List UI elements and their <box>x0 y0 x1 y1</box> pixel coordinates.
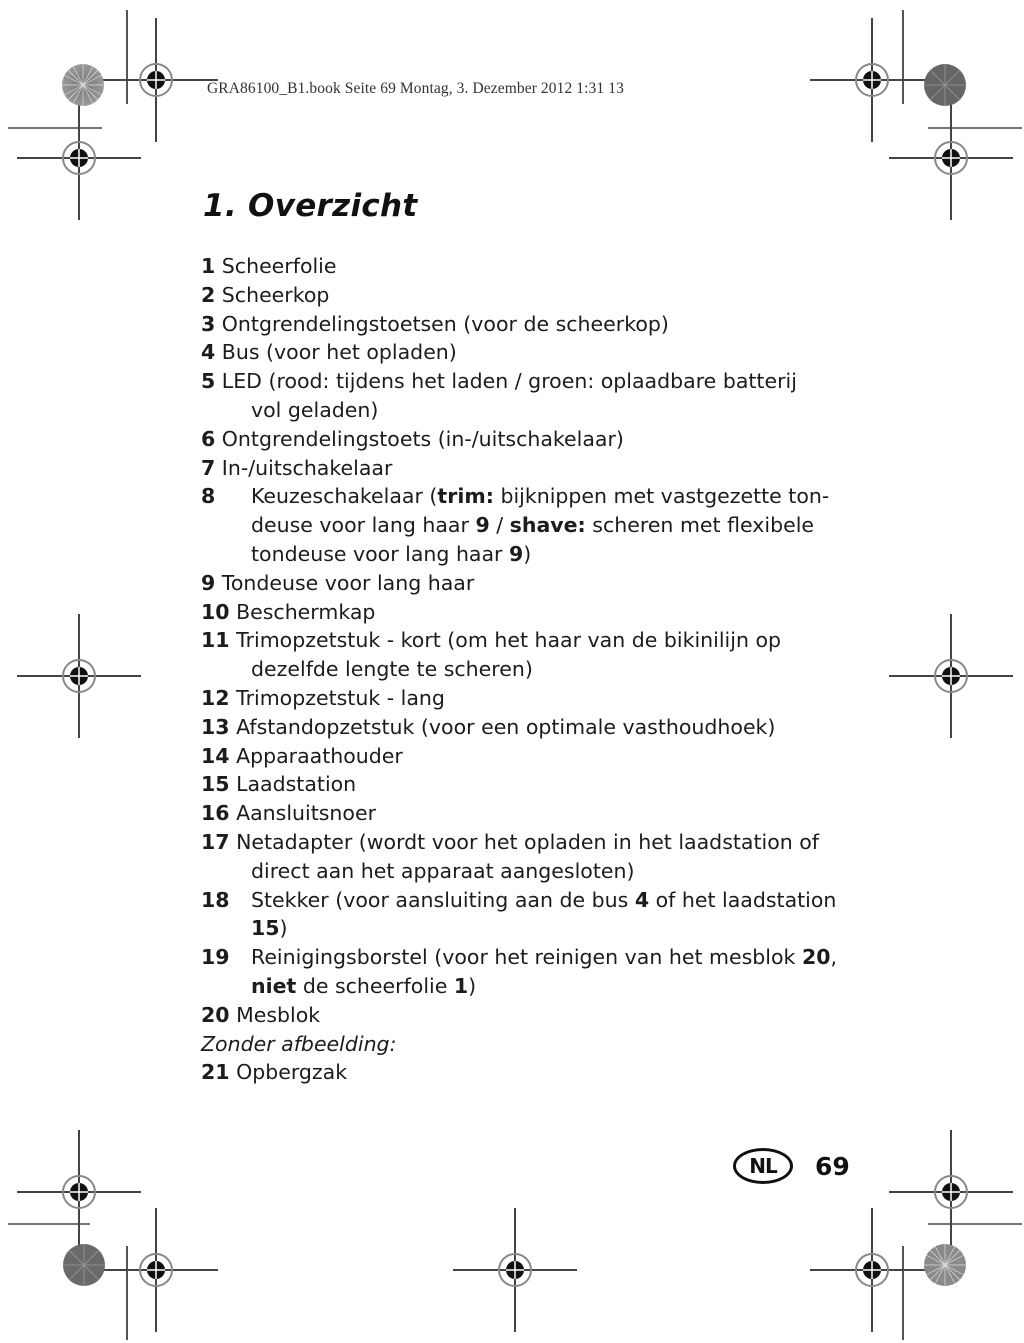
text-run: LED (rood: tijdens het laden / groen: oplaadbare batterij <box>221 369 797 394</box>
list-item-continuation <box>201 540 841 569</box>
item-text <box>215 569 474 598</box>
item-number: 7 <box>201 455 216 480</box>
list-item <box>201 598 841 627</box>
page-number: 69 <box>815 1151 850 1181</box>
item-number: 20 <box>201 1002 230 1027</box>
item-text <box>251 972 476 1001</box>
item-text <box>230 828 820 857</box>
item-text <box>230 684 445 713</box>
bold-reference: 15 <box>251 916 280 941</box>
color-bar-dial-icon <box>61 63 105 107</box>
color-bar-dial-icon <box>923 1243 967 1287</box>
list-item <box>201 943 841 972</box>
item-number: 4 <box>201 340 216 365</box>
text-run: Keuzeschakelaar ( <box>251 484 438 509</box>
bold-reference: trim: <box>437 484 494 509</box>
list-item <box>201 770 841 799</box>
list-item <box>201 626 841 655</box>
item-text <box>251 540 531 569</box>
list-item <box>201 828 841 857</box>
item-text <box>251 482 829 511</box>
item-text <box>230 598 376 627</box>
item-number: 9 <box>201 570 216 595</box>
text-run: Afstandopzetstuk (voor een optimale vasthoudhoek) <box>236 714 776 739</box>
item-text <box>230 713 776 742</box>
bold-reference: niet <box>251 973 297 998</box>
text-run: Stekker (voor aansluiting aan de bus <box>251 887 635 912</box>
bold-reference: 9 <box>475 513 490 538</box>
page-footer <box>733 1148 850 1184</box>
item-number: 15 <box>201 772 230 797</box>
item-text <box>215 425 624 454</box>
parts-overview-list <box>201 252 841 1087</box>
text-run: ) <box>279 916 288 941</box>
text-run: Bus (voor het opladen) <box>221 340 457 365</box>
text-run: Opbergzak <box>236 1060 348 1085</box>
color-bar-dial-icon <box>62 1243 106 1287</box>
item-number: 10 <box>201 599 230 624</box>
text-run: ) <box>523 541 532 566</box>
item-number: 18 <box>201 887 230 912</box>
registration-mark-icon <box>889 96 1013 220</box>
text-run: de scheerfolie <box>296 973 454 998</box>
text-run: ) <box>468 973 477 998</box>
item-number: 17 <box>201 829 230 854</box>
item-text <box>215 454 392 483</box>
print-slug-header: GRA86100_B1.book Seite 69 Montag, 3. Dezember 2012 1:31 13 <box>207 80 624 97</box>
text-run: Scheerfolie <box>221 254 337 278</box>
item-text <box>215 338 457 367</box>
text-run: Reinigingsborstel (voor het reinigen van het mesblok <box>251 945 802 970</box>
bold-reference: 9 <box>509 541 524 566</box>
list-item <box>201 310 841 339</box>
color-bar-dial-icon <box>923 63 967 107</box>
bold-reference: 1 <box>453 973 469 998</box>
list-item <box>201 713 841 742</box>
item-text <box>215 252 336 281</box>
text-run: of het laadstation <box>649 887 837 912</box>
list-item <box>201 1058 841 1087</box>
text-run: bijknippen met vastgezette ton- <box>493 484 830 509</box>
list-item <box>201 367 841 396</box>
text-run: Ontgrendelingstoets (in-/uitschakelaar) <box>221 426 624 451</box>
list-item <box>201 338 841 367</box>
item-text <box>251 511 814 540</box>
list-item <box>201 886 841 944</box>
item-text <box>230 626 781 655</box>
list-item <box>201 684 841 713</box>
bold-reference: shave: <box>509 513 586 538</box>
registration-mark-icon <box>810 1208 934 1332</box>
list-item <box>201 454 841 483</box>
item-number <box>201 540 251 569</box>
item-number: 5 <box>201 369 216 394</box>
text-run: Ontgrendelingstoetsen (voor de scheerkop) <box>221 311 669 336</box>
item-number <box>201 972 251 1001</box>
text-run: / <box>489 513 510 538</box>
item-number <box>201 511 251 540</box>
bold-reference: 4 <box>634 887 650 912</box>
list-item <box>201 252 841 281</box>
text-run: Scheerkop <box>221 282 330 307</box>
text-run: Mesblok <box>236 1002 321 1027</box>
item-text <box>230 742 403 771</box>
item-number: 14 <box>201 743 230 768</box>
list-item-continuation: vol geladen) <box>251 397 379 422</box>
list-item-continuation <box>201 511 841 540</box>
item-text <box>230 799 376 828</box>
text-run: Aansluitsnoer <box>236 801 376 826</box>
item-text <box>251 943 837 972</box>
list-item <box>201 281 841 310</box>
item-text <box>215 310 669 339</box>
text-run: tondeuse voor lang haar <box>251 541 510 566</box>
item-number: 11 <box>201 628 230 653</box>
text-run: In-/uitschakelaar <box>221 455 393 480</box>
item-number: 6 <box>201 426 216 451</box>
list-subheading: Zonder afbeelding: <box>201 1031 397 1056</box>
item-text <box>230 1058 348 1087</box>
item-text <box>230 770 357 799</box>
list-item <box>201 742 841 771</box>
list-item-continuation: direct aan het apparaat aangesloten) <box>251 858 635 883</box>
text-run: Trimopzetstuk - kort (om het haar van de bikinilijn op <box>236 628 782 653</box>
text-run: deuse voor lang haar <box>251 513 476 538</box>
item-text <box>230 1001 321 1030</box>
registration-mark-icon <box>453 1208 577 1332</box>
registration-mark-icon <box>17 96 141 220</box>
text-run: Laadstation <box>236 772 357 797</box>
bold-reference: 20 <box>801 945 831 970</box>
item-number: 13 <box>201 714 230 739</box>
text-run: , <box>830 945 837 970</box>
item-text <box>215 367 797 396</box>
item-number: 12 <box>201 685 230 710</box>
list-item-continuation: dezelfde lengte te scheren) <box>251 657 533 682</box>
section-title: 1. Overzicht <box>203 188 418 224</box>
registration-mark-icon <box>17 614 141 738</box>
item-number: 16 <box>201 801 230 826</box>
text-run: Netadapter (wordt voor het opladen in het laadstation of <box>236 829 820 854</box>
language-badge: NL <box>733 1148 793 1184</box>
text-run: Trimopzetstuk - lang <box>236 685 445 710</box>
item-text <box>215 281 329 310</box>
text-run: Apparaathouder <box>236 743 403 768</box>
list-item <box>201 482 841 511</box>
list-item <box>201 569 841 598</box>
registration-mark-icon <box>889 614 1013 738</box>
item-number: 3 <box>201 311 216 336</box>
text-run: Beschermkap <box>236 599 376 624</box>
item-text <box>251 886 841 944</box>
list-item <box>201 799 841 828</box>
item-number: 2 <box>201 282 216 307</box>
text-run: scheren met flexibele <box>585 513 814 538</box>
list-item-continuation <box>201 972 841 1001</box>
list-item <box>201 1001 841 1030</box>
text-run: Tondeuse voor lang haar <box>221 570 475 595</box>
item-number: 21 <box>201 1060 230 1085</box>
item-number: 19 <box>201 945 230 970</box>
item-number: 8 <box>201 484 216 509</box>
registration-mark-icon <box>94 1208 218 1332</box>
item-number: 1 <box>201 254 216 278</box>
list-item <box>201 425 841 454</box>
